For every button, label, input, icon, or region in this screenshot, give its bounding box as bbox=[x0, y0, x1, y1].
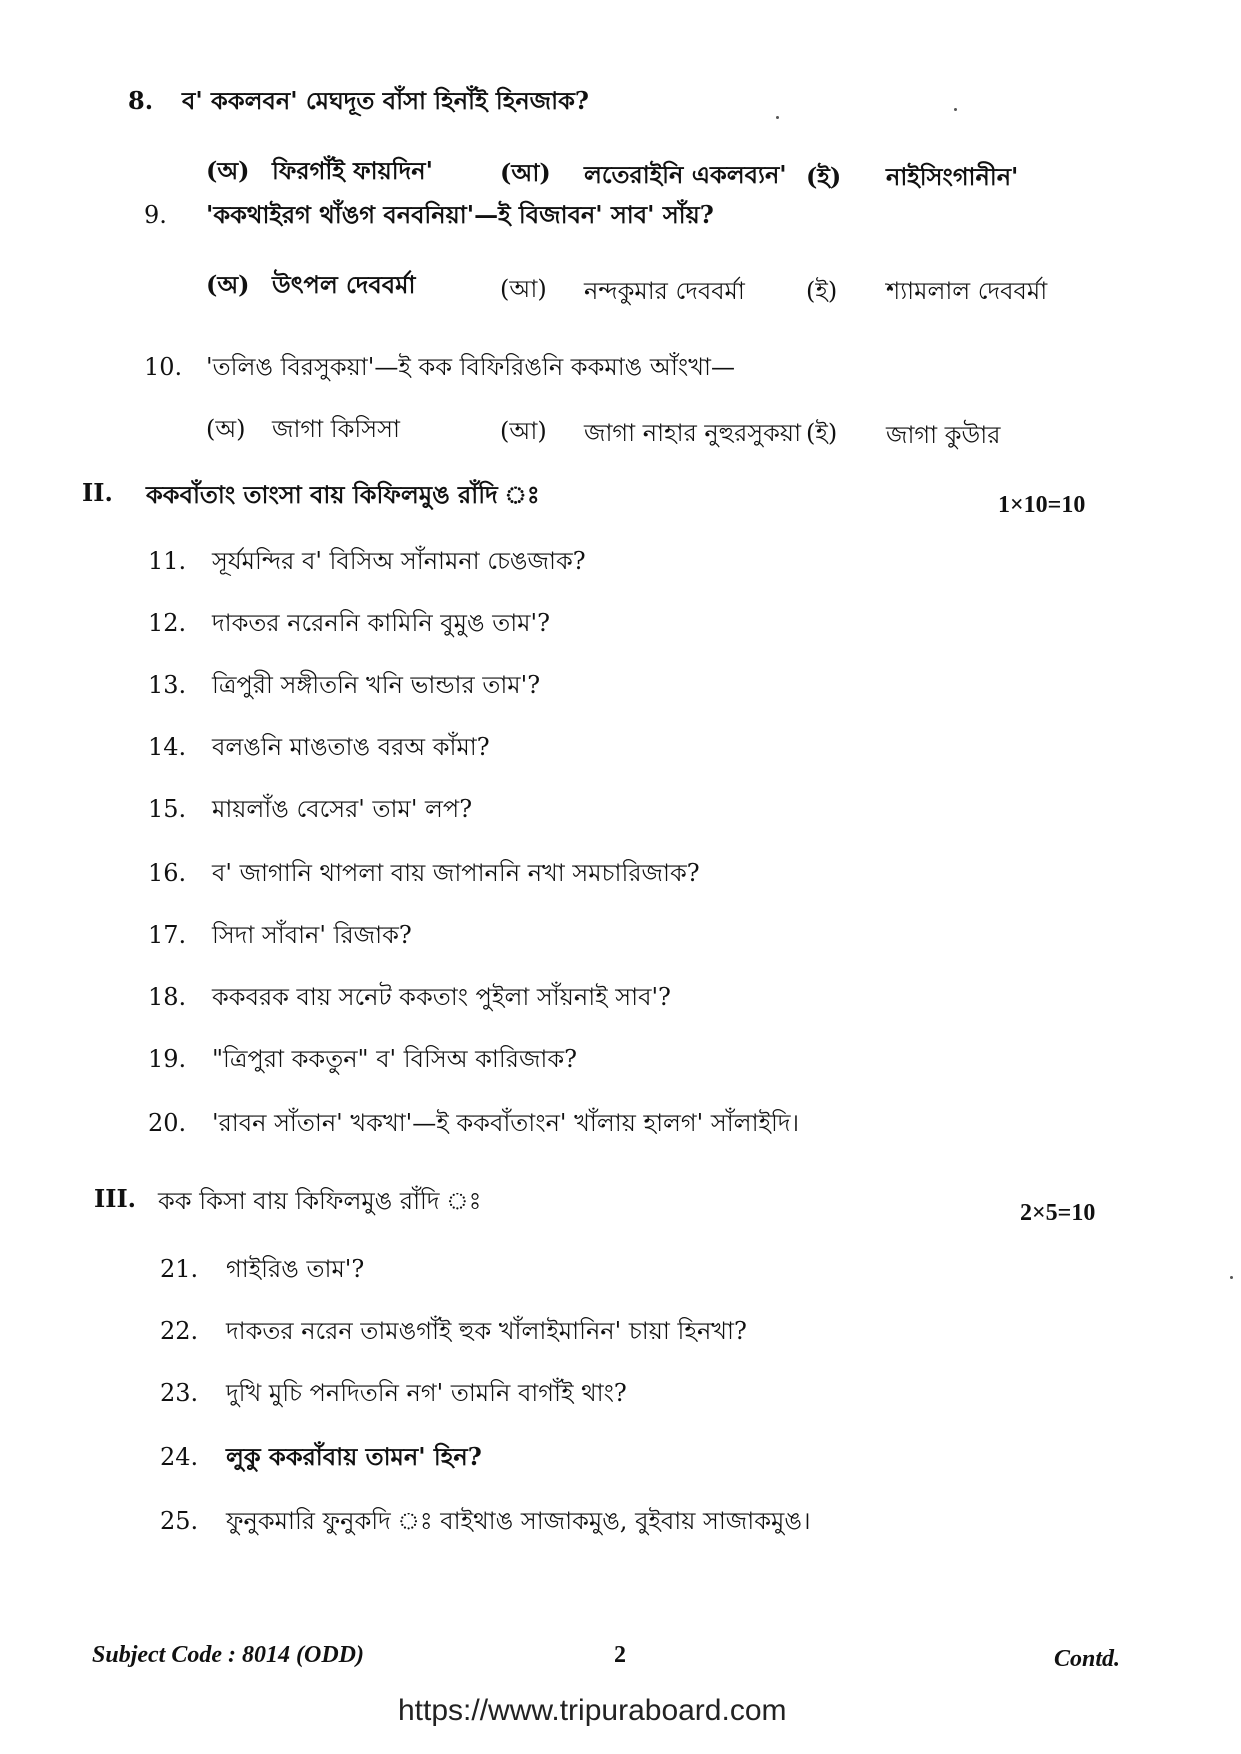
subject-code: Subject Code : 8014 (ODD) bbox=[92, 1642, 364, 1668]
section-marks: 1×10=10 bbox=[998, 492, 1086, 518]
page-number: 2 bbox=[614, 1642, 626, 1668]
question-text: ব' জাগানি থাপলা বায় জাপাননি নখা সমচারিজাক? bbox=[212, 859, 700, 887]
option-label: (ই) bbox=[806, 419, 838, 447]
question-25 bbox=[160, 1506, 1160, 1536]
question-number: 21. bbox=[160, 1255, 199, 1283]
question-number: 16. bbox=[148, 859, 187, 887]
question-number: 15. bbox=[148, 795, 187, 823]
question-text: সিদা সাঁবান' রিজাক? bbox=[212, 921, 412, 949]
question-text: মায়লাঁঙ বেসের' তাম' লপ? bbox=[212, 795, 473, 823]
question-text: দাকতর নরেননি কামিনি বুমুঙ তাম'? bbox=[212, 609, 550, 637]
question-number: 13. bbox=[148, 671, 187, 699]
section-title: কক কিসা বায় কিফিলমুঙ রাঁদি ঃ bbox=[158, 1187, 482, 1215]
source-url: https://www.tripuraboard.com bbox=[398, 1694, 787, 1727]
scan-speck bbox=[776, 116, 779, 119]
question-text: 'ককথাইরগ থাঁঙগ বনবনিয়া'—ই বিজাবন' সাব' সাঁয়? bbox=[206, 200, 714, 229]
option-text: জাগা কুউার bbox=[886, 421, 1001, 449]
section-title: ককবাঁতাং তাংসা বায় কিফিলমুঙ রাঁদি ঃ bbox=[146, 480, 540, 509]
question-text: ত্রিপুরী সঙ্গীতনি খনি ভান্ডার তাম'? bbox=[212, 671, 541, 699]
question-22 bbox=[160, 1316, 1160, 1346]
question-text: দাকতর নরেন তামঙগাঁই হুক খাঁলাইমানিন' চায়া হিনখা? bbox=[226, 1317, 747, 1345]
question-17 bbox=[148, 920, 1148, 950]
section-numeral: III. bbox=[94, 1184, 137, 1213]
question-text: "ত্রিপুরা ককতুন" ব' বিসিঅ কারিজাক? bbox=[212, 1045, 578, 1073]
scan-speck bbox=[1230, 1276, 1233, 1279]
question-number: 17. bbox=[148, 921, 187, 949]
question-text: গাইরিঙ তাম'? bbox=[226, 1255, 365, 1283]
question-23 bbox=[160, 1378, 1160, 1408]
section-marks: 2×5=10 bbox=[1020, 1200, 1096, 1226]
scan-speck bbox=[954, 108, 957, 111]
question-11 bbox=[148, 546, 1148, 576]
question-number: 10. bbox=[144, 353, 183, 381]
question-10 bbox=[144, 352, 1144, 382]
option-label: (অ) bbox=[206, 270, 250, 299]
option-text: শ্যামলাল দেববর্মা bbox=[886, 277, 1048, 305]
question-number: 18. bbox=[148, 983, 187, 1011]
option-text: নাইসিংগানীন' bbox=[886, 162, 1019, 191]
question-14 bbox=[148, 732, 1148, 762]
question-19 bbox=[148, 1044, 1148, 1074]
section-numeral: II. bbox=[82, 478, 113, 507]
option-text: জাগা নাহার নুহুরসুকয়া bbox=[584, 419, 802, 447]
question-number: 20. bbox=[148, 1109, 187, 1137]
option-label: (আ) bbox=[500, 275, 547, 303]
option-label: (অ) bbox=[206, 156, 250, 185]
option-label: (আ) bbox=[500, 158, 551, 187]
question-24 bbox=[160, 1442, 1160, 1472]
question-16 bbox=[148, 858, 1148, 888]
question-13 bbox=[148, 670, 1148, 700]
option-label: (আ) bbox=[500, 417, 547, 445]
question-text: 'তলিঙ বিরসুকয়া'—ই কক বিফিরিঙনি ককমাঙ আঁংখা— bbox=[206, 353, 735, 381]
question-number: 8. bbox=[128, 86, 154, 115]
question-18 bbox=[148, 982, 1148, 1012]
option-label: (ই) bbox=[806, 162, 842, 191]
question-text: 'রাবন সাঁতান' খকখা'—ই ককবাঁতাংন' খাঁলায় হালগ' সাঁলাইদি। bbox=[212, 1109, 800, 1137]
option-text: উৎপল দেববর্মা bbox=[272, 270, 416, 299]
question-20 bbox=[148, 1108, 1148, 1138]
question-9 bbox=[144, 200, 1144, 230]
question-text: দুখি মুচি পনদিতনি নগ' তামনি বাগাঁই থাং? bbox=[226, 1379, 627, 1407]
question-12 bbox=[148, 608, 1148, 638]
question-number: 14. bbox=[148, 733, 187, 761]
question-text: ফুনুকমারি ফুনুকদি ঃ বাইথাঙ সাজাকমুঙ, বুইবায় সাজাকমুঙ। bbox=[226, 1507, 811, 1535]
question-8 bbox=[128, 86, 1128, 116]
question-number: 12. bbox=[148, 609, 187, 637]
option-text: নন্দকুমার দেববর্মা bbox=[584, 277, 745, 305]
question-text: ককবরক বায় সনেট ককতাং পুইলা সাঁয়নাই সাব'? bbox=[212, 983, 671, 1011]
question-text: সূর্যমন্দির ব' বিসিঅ সাঁনামনা চেঙজাক? bbox=[212, 547, 586, 575]
question-text: বলঙনি মাঙতাঙ বরঅ কাঁমা? bbox=[212, 733, 490, 761]
question-number: 9. bbox=[144, 201, 167, 229]
question-21 bbox=[160, 1254, 1160, 1284]
option-text: জাগা কিসিসা bbox=[272, 415, 400, 443]
option-text: ফিরগাঁই ফায়দিন' bbox=[272, 156, 433, 185]
option-label: (ই) bbox=[806, 277, 838, 305]
question-number: 19. bbox=[148, 1045, 187, 1073]
question-number: 23. bbox=[160, 1379, 199, 1407]
option-text: লতেরাইনি একলব্যন' bbox=[584, 160, 787, 189]
question-number: 25. bbox=[160, 1507, 199, 1535]
question-number: 24. bbox=[160, 1443, 199, 1471]
question-text: ব' ককলবন' মেঘদূত বাঁসা হিনাঁই হিনজাক? bbox=[182, 86, 589, 115]
question-15 bbox=[148, 794, 1148, 824]
question-number: 11. bbox=[148, 547, 187, 575]
question-number: 22. bbox=[160, 1317, 199, 1345]
option-label: (অ) bbox=[206, 415, 246, 443]
contd-note: Contd. bbox=[1054, 1646, 1121, 1672]
question-text: লুকু ককরাঁবায় তামন' হিন? bbox=[226, 1442, 482, 1471]
